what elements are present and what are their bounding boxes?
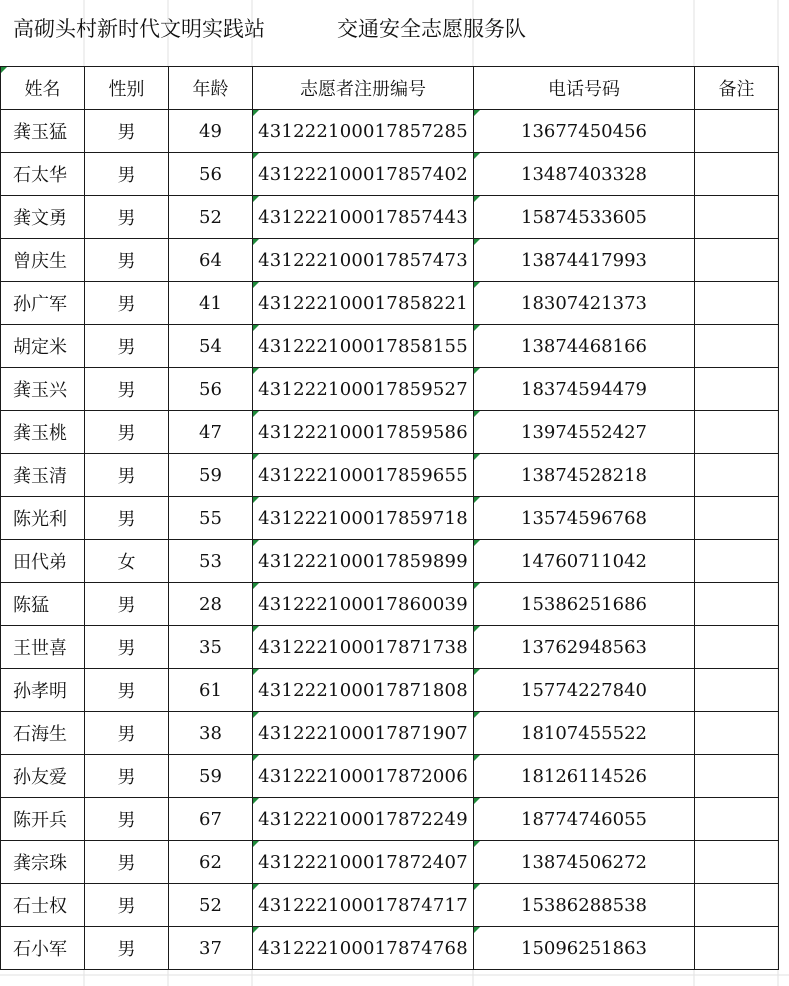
cell-name[interactable] bbox=[1, 755, 85, 798]
table-row bbox=[1, 712, 779, 755]
header-row bbox=[1, 67, 779, 110]
cell-value-reg-no: 431222100017857285 bbox=[258, 120, 468, 142]
cell-reg-no[interactable] bbox=[253, 712, 474, 755]
cell-age[interactable] bbox=[169, 927, 253, 970]
cell-note[interactable] bbox=[695, 368, 779, 411]
cell-value-name: 石小军 bbox=[13, 939, 67, 960]
header-reg-cell[interactable] bbox=[253, 67, 474, 110]
cell-value-age: 56 bbox=[199, 163, 222, 185]
cell-value-name: 田代弟 bbox=[13, 552, 67, 573]
cell-value-phone: 18107455522 bbox=[521, 722, 647, 744]
cell-age[interactable] bbox=[169, 712, 253, 755]
cell-reg-no[interactable] bbox=[253, 798, 474, 841]
cell-value-gender: 男 bbox=[117, 595, 136, 616]
cell-phone[interactable] bbox=[474, 454, 695, 497]
cell-value-gender: 男 bbox=[117, 380, 136, 401]
cell-reg-no[interactable] bbox=[253, 196, 474, 239]
cell-value-gender: 男 bbox=[117, 509, 136, 530]
text-format-marker bbox=[474, 454, 480, 460]
cell-phone[interactable] bbox=[474, 884, 695, 927]
cell-reg-no[interactable] bbox=[253, 755, 474, 798]
table-row bbox=[1, 927, 779, 970]
table-row bbox=[1, 454, 779, 497]
cell-note[interactable] bbox=[695, 325, 779, 368]
cell-value-name: 陈猛 bbox=[13, 595, 49, 616]
cell-name[interactable] bbox=[1, 497, 85, 540]
cell-phone[interactable] bbox=[474, 540, 695, 583]
cell-name[interactable] bbox=[1, 540, 85, 583]
cell-note[interactable] bbox=[695, 153, 779, 196]
cell-reg-no[interactable] bbox=[253, 540, 474, 583]
cell-gender[interactable] bbox=[85, 368, 169, 411]
text-format-marker bbox=[474, 368, 480, 374]
cell-value-age: 37 bbox=[199, 937, 222, 959]
text-format-marker bbox=[253, 454, 259, 460]
cell-gender[interactable] bbox=[85, 927, 169, 970]
cell-value-gender: 男 bbox=[117, 122, 136, 143]
table-row bbox=[1, 239, 779, 282]
text-format-marker bbox=[253, 239, 259, 245]
cell-phone[interactable] bbox=[474, 239, 695, 282]
cell-value-phone: 15096251863 bbox=[521, 937, 647, 959]
cell-name[interactable] bbox=[1, 153, 85, 196]
cell-reg-no[interactable] bbox=[253, 841, 474, 884]
text-format-marker bbox=[253, 884, 259, 890]
table-row bbox=[1, 153, 779, 196]
header-reg-no: 志愿者注册编号 bbox=[300, 79, 426, 100]
text-format-marker bbox=[474, 540, 480, 546]
cell-value-gender: 男 bbox=[117, 208, 136, 229]
cell-value-name: 石太华 bbox=[13, 165, 67, 186]
cell-note[interactable] bbox=[695, 927, 779, 970]
cell-value-age: 59 bbox=[199, 765, 222, 787]
text-format-marker bbox=[1, 67, 7, 73]
cell-gender[interactable] bbox=[85, 540, 169, 583]
cell-value-age: 41 bbox=[199, 292, 222, 314]
text-format-marker bbox=[253, 153, 259, 159]
cell-name[interactable] bbox=[1, 239, 85, 282]
cell-value-reg-no: 431222100017858155 bbox=[258, 335, 468, 357]
cell-reg-no[interactable] bbox=[253, 325, 474, 368]
cell-age[interactable] bbox=[169, 798, 253, 841]
cell-phone[interactable] bbox=[474, 841, 695, 884]
table-row bbox=[1, 669, 779, 712]
cell-age[interactable] bbox=[169, 196, 253, 239]
cell-note[interactable] bbox=[695, 841, 779, 884]
text-format-marker bbox=[253, 497, 259, 503]
table-row bbox=[1, 626, 779, 669]
cell-value-reg-no: 431222100017874768 bbox=[258, 937, 468, 959]
cell-value-reg-no: 431222100017859899 bbox=[258, 550, 468, 572]
cell-value-name: 龚宗珠 bbox=[13, 853, 67, 874]
text-format-marker bbox=[253, 110, 259, 116]
text-format-marker bbox=[474, 712, 480, 718]
cell-value-reg-no: 431222100017859718 bbox=[258, 507, 468, 529]
cell-value-gender: 男 bbox=[117, 896, 136, 917]
text-format-marker bbox=[253, 712, 259, 718]
cell-value-gender: 男 bbox=[117, 423, 136, 444]
cell-age[interactable] bbox=[169, 454, 253, 497]
cell-value-reg-no: 431222100017872249 bbox=[258, 808, 468, 830]
cell-name[interactable] bbox=[1, 282, 85, 325]
text-format-marker bbox=[474, 411, 480, 417]
cell-name[interactable] bbox=[1, 583, 85, 626]
cell-value-name: 曾庆生 bbox=[13, 251, 67, 272]
cell-value-name: 龚玉清 bbox=[13, 466, 67, 487]
cell-value-reg-no: 431222100017874717 bbox=[258, 894, 468, 916]
cell-phone[interactable] bbox=[474, 368, 695, 411]
cell-phone[interactable] bbox=[474, 497, 695, 540]
table-row bbox=[1, 110, 779, 153]
cell-name[interactable] bbox=[1, 626, 85, 669]
cell-value-phone: 18307421373 bbox=[521, 292, 647, 314]
cell-gender[interactable] bbox=[85, 755, 169, 798]
cell-value-gender: 男 bbox=[117, 294, 136, 315]
header-phone: 电话号码 bbox=[548, 79, 620, 100]
cell-phone[interactable] bbox=[474, 798, 695, 841]
cell-note[interactable] bbox=[695, 497, 779, 540]
text-format-marker bbox=[474, 841, 480, 847]
cell-value-phone: 18374594479 bbox=[521, 378, 647, 400]
cell-gender[interactable] bbox=[85, 239, 169, 282]
cell-value-phone: 15386251686 bbox=[521, 593, 647, 615]
table-row bbox=[1, 325, 779, 368]
cell-value-phone: 15774227840 bbox=[521, 679, 647, 701]
text-format-marker bbox=[253, 368, 259, 374]
cell-value-reg-no: 431222100017859586 bbox=[258, 421, 468, 443]
cell-age[interactable] bbox=[169, 282, 253, 325]
header-note-cell[interactable] bbox=[695, 67, 779, 110]
cell-name[interactable] bbox=[1, 927, 85, 970]
cell-value-gender: 男 bbox=[117, 939, 136, 960]
cell-reg-no[interactable] bbox=[253, 884, 474, 927]
cell-value-phone: 15874533605 bbox=[521, 206, 647, 228]
cell-value-age: 52 bbox=[199, 894, 222, 916]
text-format-marker bbox=[474, 755, 480, 761]
cell-note[interactable] bbox=[695, 110, 779, 153]
text-format-marker bbox=[474, 927, 480, 933]
cell-value-age: 38 bbox=[199, 722, 222, 744]
cell-value-name: 龚文勇 bbox=[13, 208, 67, 229]
header-phone-cell[interactable] bbox=[474, 67, 695, 110]
cell-gender[interactable] bbox=[85, 626, 169, 669]
cell-note[interactable] bbox=[695, 282, 779, 325]
header-age: 年龄 bbox=[192, 79, 229, 100]
cell-value-age: 59 bbox=[199, 464, 222, 486]
cell-reg-no[interactable] bbox=[253, 153, 474, 196]
cell-value-phone: 13874528218 bbox=[521, 464, 647, 486]
cell-value-reg-no: 431222100017857443 bbox=[258, 206, 468, 228]
cell-reg-no[interactable] bbox=[253, 411, 474, 454]
cell-value-phone: 14760711042 bbox=[521, 550, 647, 572]
cell-name[interactable] bbox=[1, 712, 85, 755]
cell-phone[interactable] bbox=[474, 712, 695, 755]
cell-phone[interactable] bbox=[474, 411, 695, 454]
cell-value-reg-no: 431222100017871738 bbox=[258, 636, 468, 658]
table-row bbox=[1, 583, 779, 626]
cell-name[interactable] bbox=[1, 454, 85, 497]
cell-phone[interactable] bbox=[474, 755, 695, 798]
cell-age[interactable] bbox=[169, 540, 253, 583]
cell-name[interactable] bbox=[1, 841, 85, 884]
cell-note[interactable] bbox=[695, 755, 779, 798]
cell-value-reg-no: 431222100017871808 bbox=[258, 679, 468, 701]
cell-age[interactable] bbox=[169, 325, 253, 368]
cell-age[interactable] bbox=[169, 368, 253, 411]
cell-name[interactable] bbox=[1, 325, 85, 368]
cell-gender[interactable] bbox=[85, 798, 169, 841]
header-gender-cell[interactable] bbox=[85, 67, 169, 110]
table-row bbox=[1, 884, 779, 927]
header-name: 姓名 bbox=[24, 79, 61, 100]
cell-note[interactable] bbox=[695, 626, 779, 669]
cell-value-name: 王世喜 bbox=[13, 638, 67, 659]
cell-value-name: 龚玉桃 bbox=[13, 423, 67, 444]
cell-value-phone: 18774746055 bbox=[521, 808, 647, 830]
cell-phone[interactable] bbox=[474, 282, 695, 325]
cell-value-name: 孙孝明 bbox=[13, 681, 67, 702]
cell-name[interactable] bbox=[1, 884, 85, 927]
text-format-marker bbox=[253, 626, 259, 632]
cell-reg-no[interactable] bbox=[253, 583, 474, 626]
cell-value-age: 56 bbox=[199, 378, 222, 400]
cell-value-phone: 13677450456 bbox=[521, 120, 647, 142]
text-format-marker bbox=[253, 411, 259, 417]
cell-phone[interactable] bbox=[474, 196, 695, 239]
cell-gender[interactable] bbox=[85, 411, 169, 454]
text-format-marker bbox=[253, 583, 259, 589]
cell-value-age: 62 bbox=[199, 851, 222, 873]
text-format-marker bbox=[474, 583, 480, 589]
header-gender: 性别 bbox=[108, 79, 145, 100]
cell-note[interactable] bbox=[695, 798, 779, 841]
cell-phone[interactable] bbox=[474, 927, 695, 970]
cell-note[interactable] bbox=[695, 669, 779, 712]
cell-value-name: 龚玉猛 bbox=[13, 122, 67, 143]
cell-phone[interactable] bbox=[474, 626, 695, 669]
cell-reg-no[interactable] bbox=[253, 927, 474, 970]
cell-age[interactable] bbox=[169, 669, 253, 712]
cell-reg-no[interactable] bbox=[253, 110, 474, 153]
cell-value-name: 胡定米 bbox=[13, 337, 67, 358]
cell-value-name: 龚玉兴 bbox=[13, 380, 67, 401]
text-format-marker bbox=[253, 841, 259, 847]
cell-age[interactable] bbox=[169, 884, 253, 927]
text-format-marker bbox=[474, 239, 480, 245]
text-format-marker bbox=[253, 669, 259, 675]
cell-age[interactable] bbox=[169, 411, 253, 454]
text-format-marker bbox=[253, 755, 259, 761]
cell-value-reg-no: 431222100017858221 bbox=[258, 292, 468, 314]
cell-gender[interactable] bbox=[85, 583, 169, 626]
header-age-cell[interactable] bbox=[169, 67, 253, 110]
cell-value-age: 64 bbox=[199, 249, 222, 271]
text-format-marker bbox=[474, 325, 480, 331]
text-format-marker bbox=[253, 196, 259, 202]
cell-phone[interactable] bbox=[474, 110, 695, 153]
cell-value-reg-no: 431222100017860039 bbox=[258, 593, 468, 615]
text-format-marker bbox=[474, 196, 480, 202]
cell-phone[interactable] bbox=[474, 669, 695, 712]
cell-value-name: 陈光利 bbox=[13, 509, 67, 530]
cell-note[interactable] bbox=[695, 884, 779, 927]
cell-note[interactable] bbox=[695, 540, 779, 583]
text-format-marker bbox=[474, 669, 480, 675]
cell-value-name: 孙友爱 bbox=[13, 767, 67, 788]
cell-phone[interactable] bbox=[474, 153, 695, 196]
cell-age[interactable] bbox=[169, 626, 253, 669]
text-format-marker bbox=[253, 540, 259, 546]
cell-value-reg-no: 431222100017859655 bbox=[258, 464, 468, 486]
cell-value-reg-no: 431222100017871907 bbox=[258, 722, 468, 744]
table-row bbox=[1, 540, 779, 583]
text-format-marker bbox=[253, 282, 259, 288]
cell-value-gender: 男 bbox=[117, 810, 136, 831]
cell-value-name: 石海生 bbox=[13, 724, 67, 745]
cell-age[interactable] bbox=[169, 153, 253, 196]
team-title: 交通安全志愿服务队 bbox=[337, 17, 526, 41]
cell-value-reg-no: 431222100017857473 bbox=[258, 249, 468, 271]
table-row bbox=[1, 411, 779, 454]
text-format-marker bbox=[253, 325, 259, 331]
cell-gender[interactable] bbox=[85, 884, 169, 927]
cell-value-name: 孙广军 bbox=[13, 294, 67, 315]
table-row bbox=[1, 798, 779, 841]
cell-value-age: 28 bbox=[199, 593, 222, 615]
cell-gender[interactable] bbox=[85, 669, 169, 712]
cell-value-phone: 13974552427 bbox=[521, 421, 647, 443]
cell-reg-no[interactable] bbox=[253, 454, 474, 497]
cell-age[interactable] bbox=[169, 239, 253, 282]
cell-name[interactable] bbox=[1, 110, 85, 153]
cell-value-age: 54 bbox=[199, 335, 222, 357]
text-format-marker bbox=[474, 153, 480, 159]
cell-value-gender: 男 bbox=[117, 337, 136, 358]
cell-value-reg-no: 431222100017872006 bbox=[258, 765, 468, 787]
title-row bbox=[0, 0, 789, 62]
cell-reg-no[interactable] bbox=[253, 669, 474, 712]
header-name-cell[interactable] bbox=[1, 67, 85, 110]
text-format-marker bbox=[474, 626, 480, 632]
cell-value-reg-no: 431222100017857402 bbox=[258, 163, 468, 185]
cell-value-gender: 男 bbox=[117, 165, 136, 186]
cell-reg-no[interactable] bbox=[253, 626, 474, 669]
cell-note[interactable] bbox=[695, 454, 779, 497]
cell-gender[interactable] bbox=[85, 497, 169, 540]
text-format-marker bbox=[474, 798, 480, 804]
cell-value-reg-no: 431222100017872407 bbox=[258, 851, 468, 873]
text-format-marker bbox=[253, 927, 259, 933]
cell-value-phone: 15386288538 bbox=[521, 894, 647, 916]
cell-gender[interactable] bbox=[85, 282, 169, 325]
cell-value-age: 53 bbox=[199, 550, 222, 572]
cell-reg-no[interactable] bbox=[253, 282, 474, 325]
cell-note[interactable] bbox=[695, 411, 779, 454]
station-title: 高砌头村新时代文明实践站 bbox=[13, 17, 265, 41]
cell-value-phone: 13874417993 bbox=[521, 249, 647, 271]
cell-value-phone: 13487403328 bbox=[521, 163, 647, 185]
cell-value-phone: 13874506272 bbox=[521, 851, 647, 873]
cell-value-phone: 13874468166 bbox=[521, 335, 647, 357]
cell-reg-no[interactable] bbox=[253, 239, 474, 282]
cell-value-phone: 18126114526 bbox=[521, 765, 647, 787]
cell-name[interactable] bbox=[1, 196, 85, 239]
cell-value-gender: 男 bbox=[117, 853, 136, 874]
table-row bbox=[1, 497, 779, 540]
cell-note[interactable] bbox=[695, 712, 779, 755]
cell-age[interactable] bbox=[169, 755, 253, 798]
table-row bbox=[1, 755, 779, 798]
cell-age[interactable] bbox=[169, 110, 253, 153]
cell-value-age: 61 bbox=[199, 679, 222, 701]
cell-age[interactable] bbox=[169, 583, 253, 626]
cell-value-name: 石士权 bbox=[13, 896, 67, 917]
cell-value-gender: 男 bbox=[117, 681, 136, 702]
header-note: 备注 bbox=[718, 79, 755, 100]
table-body bbox=[1, 110, 779, 970]
cell-name[interactable] bbox=[1, 798, 85, 841]
cell-name[interactable] bbox=[1, 368, 85, 411]
cell-value-phone: 13574596768 bbox=[521, 507, 647, 529]
cell-value-gender: 男 bbox=[117, 638, 136, 659]
cell-value-age: 55 bbox=[199, 507, 222, 529]
cell-gender[interactable] bbox=[85, 110, 169, 153]
cell-name[interactable] bbox=[1, 669, 85, 712]
cell-age[interactable] bbox=[169, 841, 253, 884]
text-format-marker bbox=[474, 884, 480, 890]
cell-note[interactable] bbox=[695, 583, 779, 626]
text-format-marker bbox=[474, 282, 480, 288]
cell-note[interactable] bbox=[695, 196, 779, 239]
cell-age[interactable] bbox=[169, 497, 253, 540]
cell-value-phone: 13762948563 bbox=[521, 636, 647, 658]
cell-gender[interactable] bbox=[85, 153, 169, 196]
cell-gender[interactable] bbox=[85, 454, 169, 497]
text-format-marker bbox=[474, 497, 480, 503]
cell-reg-no[interactable] bbox=[253, 368, 474, 411]
cell-value-gender: 男 bbox=[117, 724, 136, 745]
cell-value-gender: 男 bbox=[117, 767, 136, 788]
text-format-marker bbox=[253, 798, 259, 804]
cell-value-gender: 男 bbox=[117, 466, 136, 487]
table-row bbox=[1, 368, 779, 411]
cell-value-gender: 男 bbox=[117, 251, 136, 272]
cell-value-age: 35 bbox=[199, 636, 222, 658]
table-row bbox=[1, 841, 779, 884]
cell-name[interactable] bbox=[1, 411, 85, 454]
cell-value-age: 67 bbox=[199, 808, 222, 830]
volunteer-table bbox=[0, 66, 779, 970]
cell-value-age: 47 bbox=[199, 421, 222, 443]
cell-reg-no[interactable] bbox=[253, 497, 474, 540]
cell-value-age: 49 bbox=[199, 120, 222, 142]
cell-gender[interactable] bbox=[85, 196, 169, 239]
table-row bbox=[1, 282, 779, 325]
cell-value-age: 52 bbox=[199, 206, 222, 228]
cell-phone[interactable] bbox=[474, 325, 695, 368]
cell-note[interactable] bbox=[695, 239, 779, 282]
cell-value-name: 陈开兵 bbox=[13, 810, 67, 831]
table-row bbox=[1, 196, 779, 239]
cell-value-gender: 女 bbox=[117, 552, 136, 573]
cell-gender[interactable] bbox=[85, 325, 169, 368]
text-format-marker bbox=[474, 110, 480, 116]
cell-gender[interactable] bbox=[85, 841, 169, 884]
cell-value-reg-no: 431222100017859527 bbox=[258, 378, 468, 400]
cell-gender[interactable] bbox=[85, 712, 169, 755]
cell-phone[interactable] bbox=[474, 583, 695, 626]
